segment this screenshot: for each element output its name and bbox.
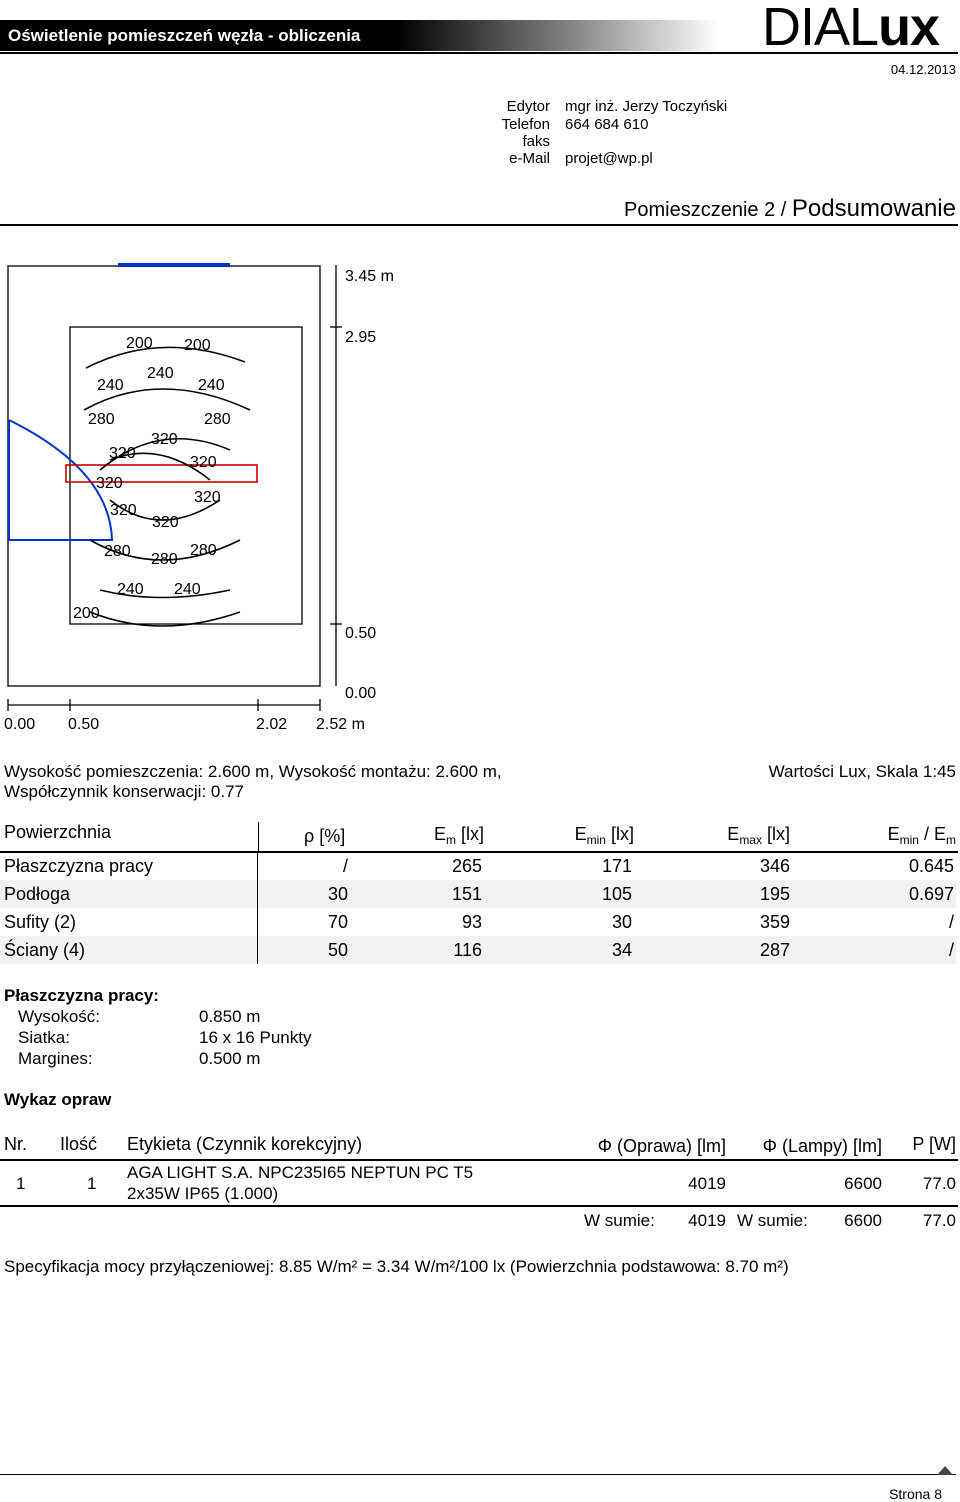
contact-label-email: e-Mail [509, 150, 550, 167]
x-label: 0.50 [68, 716, 100, 733]
section-prefix: Pomieszczenie 2 / [624, 199, 792, 221]
surface-ratio: 0.697 [908, 884, 954, 904]
footer-rule [0, 1474, 956, 1475]
x-label: 2.52 m [316, 716, 365, 733]
surface-rho: / [342, 856, 348, 876]
room-outline [8, 266, 320, 686]
document-date: 04.12.2013 [890, 62, 956, 77]
iso-label: 280 [104, 543, 131, 560]
lum-col-power: P [W] [912, 1134, 956, 1154]
workplane-title: Płaszczyzna pracy: [4, 986, 159, 1005]
surface-name: Podłoga [4, 884, 71, 904]
y-label: 0.50 [345, 625, 377, 642]
room-plan [0, 255, 420, 735]
col-emax: $E_{max}$ [lx] [727, 824, 790, 847]
surface-em: 116 [453, 940, 482, 960]
scale-info: Wartości Lux, Skala 1:45 [768, 762, 956, 781]
surface-em: 151 [451, 884, 482, 904]
contact-label-fax: faks [522, 133, 550, 150]
lum-qty: 1 [87, 1174, 97, 1193]
luminaires-title: Wykaz opraw [4, 1090, 112, 1109]
total-power: 77.0 [922, 1211, 956, 1230]
surface-name: Ściany (4) [4, 940, 86, 960]
surface-name: Płaszczyzna pracy [4, 856, 154, 876]
iso-label: 240 [97, 377, 124, 394]
table-row [0, 852, 956, 880]
surface-em: 265 [451, 856, 482, 876]
table-row [0, 880, 956, 908]
iso-label: 280 [151, 551, 178, 568]
x-label: 0.00 [4, 716, 36, 733]
surface-emin: 30 [611, 912, 632, 932]
iso-label: 200 [126, 335, 153, 352]
section-rule [0, 224, 958, 226]
surface-ratio: 0.645 [908, 856, 954, 876]
page-number: Strona 8 [889, 1486, 942, 1502]
iso-label: 280 [190, 542, 217, 559]
power-specification: Specyfikacja mocy przyłączeniowej: 8.85 W/m² = 3.34 W/m²/100 lx (Powierzchnia podstawowa: 8.70 m²) [4, 1257, 789, 1276]
document-title: Oświetlenie pomieszczeń węzła - obliczenia [8, 26, 361, 45]
iso-label: 320 [190, 454, 217, 471]
surface-ratio: / [948, 912, 954, 932]
contact-value-editor: mgr inż. Jerzy Toczyński [565, 98, 728, 115]
surface-rho: 50 [327, 940, 348, 960]
luminaires-header-rule [0, 1159, 958, 1161]
surface-emax: 359 [759, 912, 790, 932]
lum-label-line2: 2x35W IP65 (1.000) [127, 1184, 279, 1203]
total-phi-luminaire: 4019 [688, 1211, 726, 1230]
iso-label: 320 [96, 475, 123, 492]
contact-value-email: projet@wp.pl [565, 150, 653, 167]
col-ratio: $E_{min} / E_m$ [887, 824, 956, 847]
lum-label-line1: AGA LIGHT S.A. NPC235I65 NEPTUN PC T5 [127, 1163, 474, 1182]
table-row [0, 908, 956, 936]
iso-label: 320 [110, 502, 137, 519]
total-label-luminaire: W sumie: [584, 1211, 655, 1230]
workplane-value-margin: 0.500 m [199, 1049, 261, 1068]
workplane-label-margin: Margines: [18, 1049, 93, 1068]
surface-name: Sufity (2) [4, 912, 77, 932]
surface-em: 93 [461, 912, 482, 932]
header-separator [258, 822, 259, 852]
iso-label: 240 [198, 377, 225, 394]
iso-label: 240 [117, 581, 144, 598]
surface-emax: 287 [759, 940, 790, 960]
surface-emin: 171 [601, 856, 632, 876]
dialux-logo [762, 0, 940, 57]
total-label-lamp: W sumie: [737, 1211, 808, 1230]
col-em: $E_m$ [lx] [433, 824, 484, 847]
lum-col-qty: Ilość [60, 1134, 98, 1154]
iso-label: 320 [152, 514, 179, 531]
contact-label-phone: Telefon [501, 116, 550, 133]
y-label: 2.95 [345, 329, 377, 346]
lum-phi-luminaire: 4019 [688, 1174, 726, 1193]
iso-label: 320 [109, 445, 136, 462]
contact-label-editor: Edytor [506, 98, 550, 115]
workplane-value-height: 0.850 m [199, 1007, 261, 1026]
iso-label: 280 [204, 411, 231, 428]
page-corner-icon [936, 1464, 954, 1476]
iso-label: 200 [73, 605, 100, 622]
iso-label: 240 [174, 581, 201, 598]
lum-power: 77.0 [922, 1174, 956, 1193]
logo-ux: ux [878, 0, 940, 57]
lum-col-label: Etykieta (Czynnik korekcyjny) [127, 1134, 363, 1154]
header-rule [0, 52, 958, 54]
iso-label: 280 [88, 411, 115, 428]
surface-emax: 195 [759, 884, 790, 904]
surface-emin: 34 [611, 940, 632, 960]
col-rho: ρ [%] [304, 826, 346, 846]
table-row [0, 936, 956, 964]
iso-label: 240 [147, 365, 174, 382]
lum-col-phi-luminaire: Φ (Oprawa) [lm] [597, 1136, 726, 1156]
total-phi-lamp: 6600 [844, 1211, 882, 1230]
surface-ratio: / [948, 940, 954, 960]
workplane-label-grid: Siatka: [18, 1028, 70, 1047]
iso-label: 320 [151, 431, 178, 448]
y-label: 0.00 [345, 685, 377, 702]
section-title [624, 195, 956, 223]
surface-emax: 346 [759, 856, 790, 876]
contact-value-phone: 664 684 610 [565, 116, 649, 133]
lum-nr: 1 [16, 1174, 26, 1193]
surface-emin: 105 [601, 884, 632, 904]
lum-col-phi-lamp: Φ (Lampy) [lm] [762, 1136, 882, 1156]
room-info-line2: Współczynnik konserwacji: 0.77 [4, 782, 244, 801]
y-label: 3.45 m [345, 268, 394, 285]
room-info-line1: Wysokość pomieszczenia: 2.600 m, Wysokość montażu: 2.600 m, [4, 762, 502, 781]
section-name: Podsumowanie [791, 195, 956, 222]
workplane-value-grid: 16 x 16 Punkty [199, 1028, 312, 1047]
luminaires-total-rule [0, 1205, 958, 1207]
col-surface: Powierzchnia [4, 822, 112, 842]
workplane-label-height: Wysokość: [18, 1007, 101, 1026]
col-emin: $E_{min}$ [lx] [574, 824, 634, 847]
lum-col-nr: Nr. [4, 1134, 28, 1154]
surface-rho: 70 [327, 912, 348, 932]
surface-rho: 30 [327, 884, 348, 904]
iso-label: 320 [194, 489, 221, 506]
workplane-marker [66, 465, 257, 482]
lum-phi-lamp: 6600 [844, 1174, 882, 1193]
logo-dial: DIAL [762, 0, 879, 57]
x-label: 2.02 [256, 716, 288, 733]
iso-label: 200 [184, 337, 211, 354]
